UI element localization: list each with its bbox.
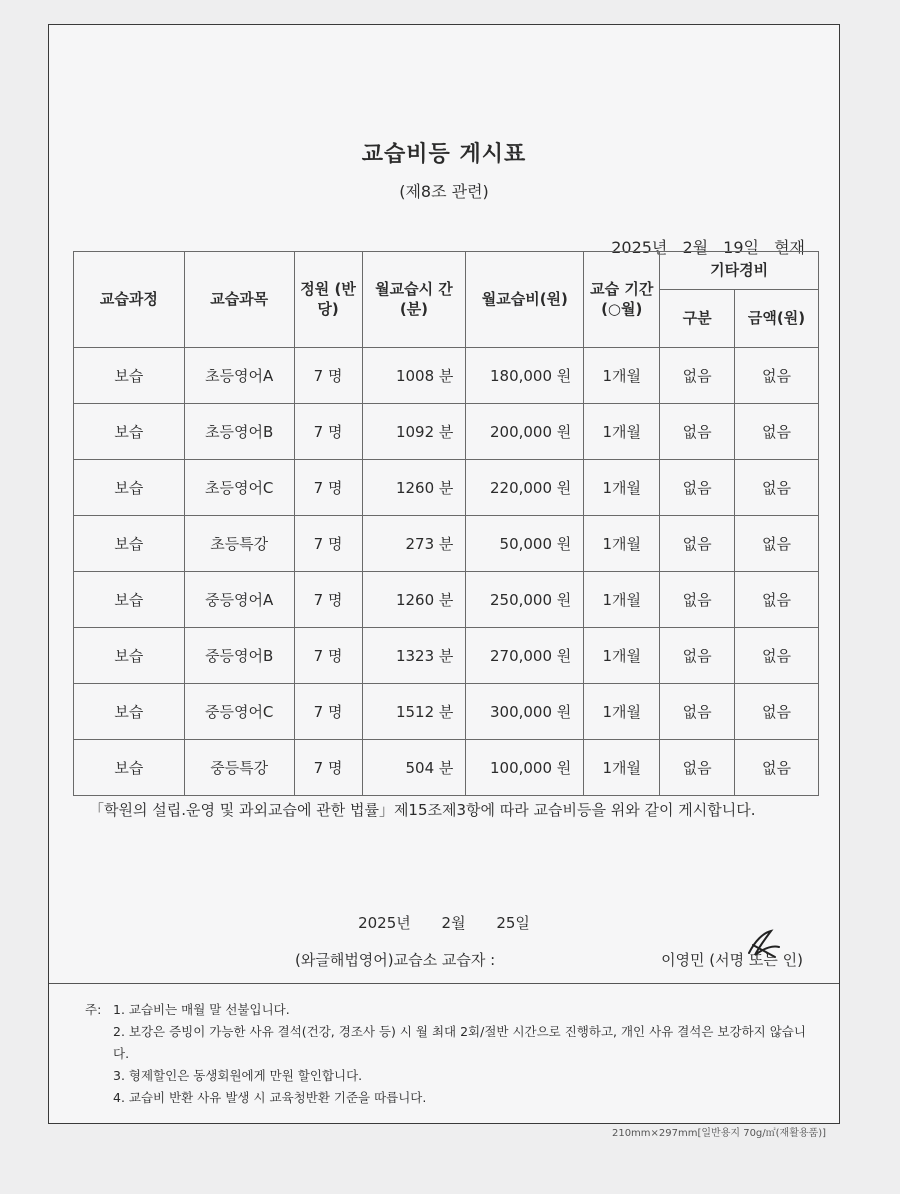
signer-name: 이영민 (서명 또는 인) <box>661 951 803 969</box>
page-subtitle: (제8조 관련) <box>399 182 489 201</box>
cell-subject: 초등영어C <box>184 460 294 516</box>
table-row <box>74 628 819 684</box>
cell-fee: 180,000 원 <box>466 348 584 404</box>
cell-subject: 중등영어C <box>184 684 294 740</box>
cell-course: 보습 <box>74 404 185 460</box>
header-amount: 금액(원) <box>735 290 819 348</box>
cell-category: 없음 <box>660 628 735 684</box>
cell-category: 없음 <box>660 684 735 740</box>
note-item: 1. 교습비는 매월 말 선불입니다. <box>113 1002 290 1017</box>
paper-spec: 210mm×297mm[일반용지 70g/㎡(재활용품)] <box>611 1128 826 1139</box>
cell-category: 없음 <box>660 516 735 572</box>
cell-subject: 중등영어A <box>184 572 294 628</box>
cell-period: 1개월 <box>584 628 660 684</box>
header-subject: 교습과목 <box>184 252 294 348</box>
cell-time: 1008 분 <box>362 348 466 404</box>
cell-capacity: 7 명 <box>294 516 362 572</box>
cell-fee: 250,000 원 <box>466 572 584 628</box>
cell-amount: 없음 <box>735 404 819 460</box>
current-date: 2025년 2월 19일 현재 <box>611 238 805 257</box>
table-row <box>74 516 819 572</box>
cell-amount: 없음 <box>735 348 819 404</box>
table-row <box>74 404 819 460</box>
cell-amount: 없음 <box>735 572 819 628</box>
cell-period: 1개월 <box>584 516 660 572</box>
note-item: 4. 교습비 반환 사유 발생 시 교육청반환 기준을 따릅니다. <box>113 1090 427 1105</box>
header-category: 구분 <box>660 290 735 348</box>
posting-date: 2025년 2월 25일 <box>358 914 530 932</box>
cell-category: 없음 <box>660 740 735 796</box>
note-item: 2. 보강은 증빙이 가능한 사유 결석(건강, 경조사 등) 시 월 최대 2회/절반 시간으로 진행하고, 개인 사유 결석은 보강하지 않습니다. <box>113 1024 806 1061</box>
cell-amount: 없음 <box>735 684 819 740</box>
note-item: 3. 형제할인은 동생회원에게 만원 할인합니다. <box>113 1068 363 1083</box>
notes-section <box>85 999 813 1109</box>
cell-time: 1260 분 <box>362 572 466 628</box>
fee-table <box>73 251 819 796</box>
cell-period: 1개월 <box>584 460 660 516</box>
table-row <box>74 740 819 796</box>
notes-divider <box>49 983 839 984</box>
header-monthly-fee: 월교습비(원) <box>466 252 584 348</box>
cell-amount: 없음 <box>735 460 819 516</box>
header-capacity: 정원 (반당) <box>294 252 362 348</box>
cell-category: 없음 <box>660 348 735 404</box>
header-period: 교습 기간 (○월) <box>584 252 660 348</box>
cell-capacity: 7 명 <box>294 684 362 740</box>
cell-course: 보습 <box>74 628 185 684</box>
cell-period: 1개월 <box>584 348 660 404</box>
cell-period: 1개월 <box>584 740 660 796</box>
cell-subject: 초등영어A <box>184 348 294 404</box>
cell-time: 1323 분 <box>362 628 466 684</box>
cell-period: 1개월 <box>584 404 660 460</box>
cell-time: 273 분 <box>362 516 466 572</box>
cell-course: 보습 <box>74 516 185 572</box>
cell-fee: 270,000 원 <box>466 628 584 684</box>
cell-course: 보습 <box>74 684 185 740</box>
cell-capacity: 7 명 <box>294 572 362 628</box>
cell-subject: 중등영어B <box>184 628 294 684</box>
cell-subject: 중등특강 <box>184 740 294 796</box>
cell-fee: 100,000 원 <box>466 740 584 796</box>
cell-capacity: 7 명 <box>294 628 362 684</box>
cell-course: 보습 <box>74 740 185 796</box>
notice-sheet <box>48 24 840 1124</box>
cell-capacity: 7 명 <box>294 348 362 404</box>
cell-period: 1개월 <box>584 572 660 628</box>
cell-capacity: 7 명 <box>294 404 362 460</box>
cell-amount: 없음 <box>735 740 819 796</box>
cell-category: 없음 <box>660 572 735 628</box>
cell-fee: 200,000 원 <box>466 404 584 460</box>
cell-amount: 없음 <box>735 628 819 684</box>
header-course: 교습과정 <box>74 252 185 348</box>
cell-time: 504 분 <box>362 740 466 796</box>
cell-period: 1개월 <box>584 684 660 740</box>
cell-fee: 300,000 원 <box>466 684 584 740</box>
cell-fee: 220,000 원 <box>466 460 584 516</box>
legal-statement: 「학원의 설립.운영 및 과외교습에 관한 법률」제15조제3항에 따라 교습비등을 위와 같이 게시합니다. <box>89 801 756 819</box>
table-row <box>74 348 819 404</box>
cell-subject: 초등특강 <box>184 516 294 572</box>
cell-subject: 초등영어B <box>184 404 294 460</box>
cell-capacity: 7 명 <box>294 740 362 796</box>
cell-course: 보습 <box>74 572 185 628</box>
tutor-label: (와글해법영어)교습소 교습자 : <box>295 951 496 969</box>
table-row <box>74 684 819 740</box>
table-row <box>74 460 819 516</box>
cell-fee: 50,000 원 <box>466 516 584 572</box>
cell-course: 보습 <box>74 348 185 404</box>
header-other-expenses: 기타경비 <box>660 252 819 290</box>
header-monthly-time: 월교습시 간(분) <box>362 252 466 348</box>
cell-time: 1512 분 <box>362 684 466 740</box>
cell-capacity: 7 명 <box>294 460 362 516</box>
cell-amount: 없음 <box>735 516 819 572</box>
page-title: 교습비등 게시표 <box>361 142 527 167</box>
cell-category: 없음 <box>660 404 735 460</box>
cell-category: 없음 <box>660 460 735 516</box>
handwritten-signature <box>745 927 785 961</box>
cell-time: 1092 분 <box>362 404 466 460</box>
notes-mark: 주: <box>85 1002 102 1017</box>
cell-course: 보습 <box>74 460 185 516</box>
table-row <box>74 572 819 628</box>
cell-time: 1260 분 <box>362 460 466 516</box>
